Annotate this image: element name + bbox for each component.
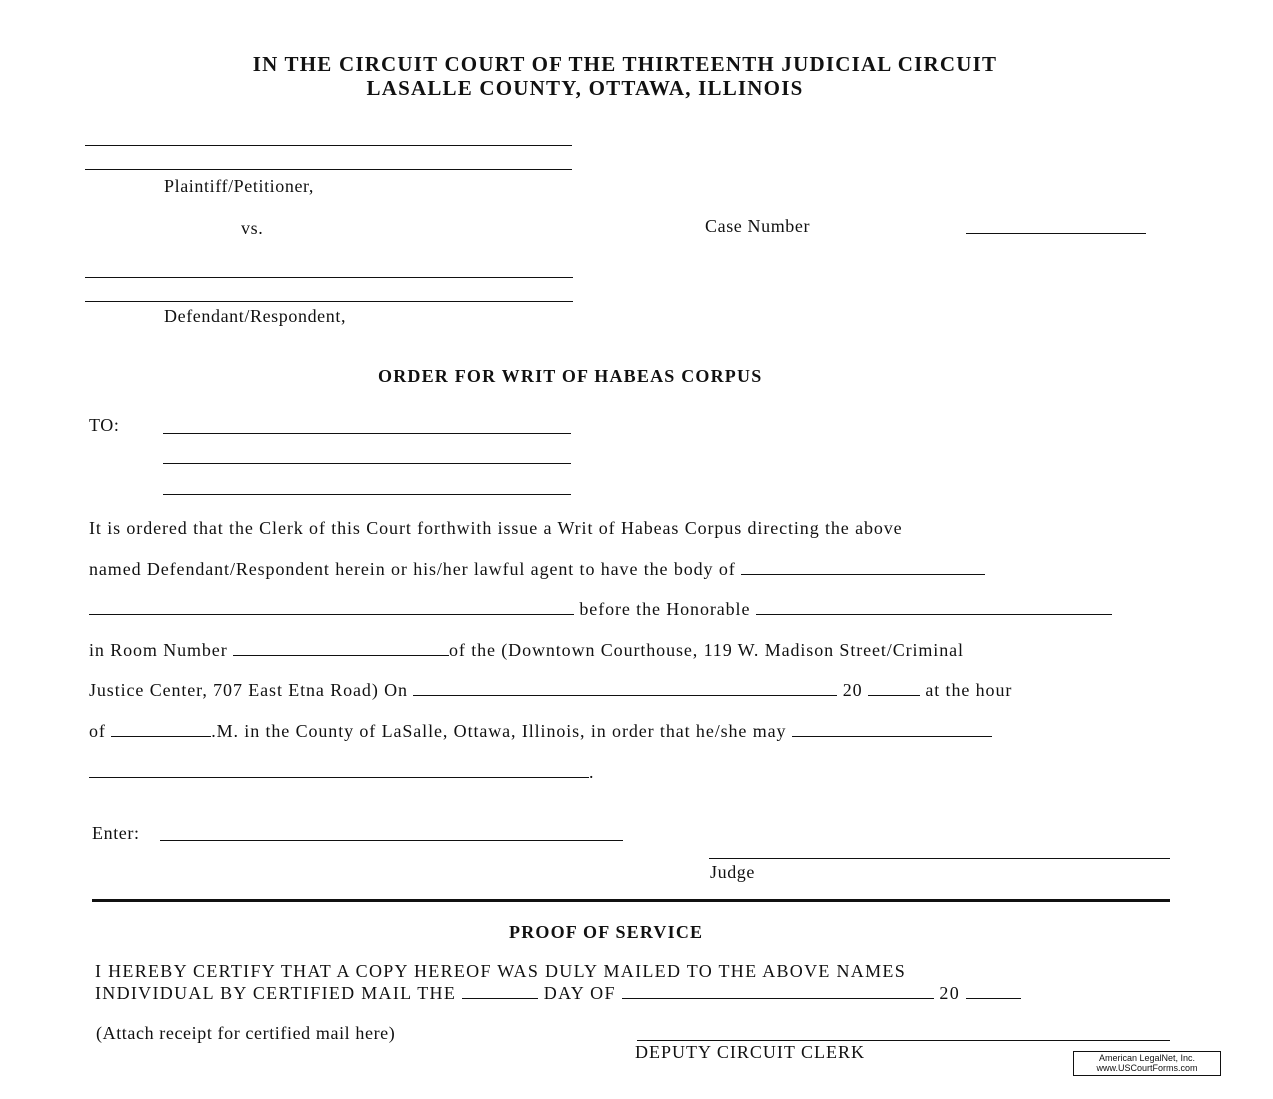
hour-field[interactable]: [111, 721, 211, 737]
judge-label: Judge: [710, 862, 755, 882]
mail-month-field[interactable]: [622, 983, 934, 999]
purpose-field-2[interactable]: [89, 762, 589, 778]
proof-text-line-1: I HEREBY CERTIFY THAT A COPY HEREOF WAS DULY MAILED TO THE ABOVE NAMES: [95, 961, 906, 981]
court-title-line1: IN THE CIRCUIT COURT OF THE THIRTEENTH JUDICIAL CIRCUIT: [252, 52, 998, 76]
mail-day-field[interactable]: [462, 983, 538, 999]
to-line-2[interactable]: [163, 463, 571, 464]
honorable-judge-field[interactable]: [756, 599, 1112, 615]
county-text: .M. in the County of LaSalle, Ottawa, Illinois, in order that he/she may: [211, 721, 787, 741]
clerk-signature-line[interactable]: [637, 1040, 1170, 1041]
order-text-line-4: [89, 640, 964, 661]
mail-year-field[interactable]: [966, 983, 1021, 999]
court-year-field[interactable]: [868, 680, 920, 696]
case-number-field[interactable]: [966, 233, 1146, 234]
day-of-label: DAY OF: [543, 983, 616, 1003]
vs-label: vs.: [241, 218, 264, 238]
person-name-field[interactable]: [89, 599, 574, 615]
line7-period: .: [589, 762, 595, 782]
order-text-line-2-text: named Defendant/Respondent herein or his/her lawful agent to have the body of: [89, 559, 736, 579]
to-line-1[interactable]: [163, 433, 571, 434]
room-number-label: in Room Number: [89, 640, 228, 660]
plaintiff-line-1[interactable]: [85, 145, 572, 146]
enter-label: Enter:: [92, 823, 140, 843]
judge-signature-line[interactable]: [709, 858, 1170, 859]
defendant-line-1[interactable]: [85, 277, 573, 278]
publisher-name: American LegalNet, Inc.: [1098, 1053, 1196, 1063]
enter-date-field[interactable]: [160, 840, 623, 841]
of-label: of: [89, 721, 106, 741]
body-of-field[interactable]: [741, 559, 985, 575]
attach-note: (Attach receipt for certified mail here): [96, 1023, 396, 1043]
plaintiff-label: Plaintiff/Petitioner,: [164, 176, 315, 196]
order-text-line-3: [89, 599, 1112, 620]
courthouse-text: of the (Downtown Courthouse, 119 W. Madison Street/Criminal: [449, 640, 964, 660]
proof-title: PROOF OF SERVICE: [509, 922, 704, 942]
publisher-stamp: [1073, 1051, 1221, 1076]
order-text-line-5: [89, 680, 1012, 701]
court-title-line2: LASALLE COUNTY, OTTAWA, ILLINOIS: [366, 76, 804, 100]
to-label: TO:: [89, 415, 120, 435]
proof-text-line-2: [95, 983, 1021, 1004]
order-text-line-7: [89, 762, 594, 783]
room-number-field[interactable]: [233, 640, 449, 656]
mail-year-prefix: 20: [939, 983, 961, 1003]
purpose-field-1[interactable]: [792, 721, 992, 737]
order-text-line-3-text: before the Honorable: [579, 599, 751, 619]
court-year-prefix: 20: [842, 680, 863, 700]
defendant-line-2[interactable]: [85, 301, 573, 302]
section-divider: [92, 899, 1170, 902]
case-number-label: Case Number: [705, 216, 811, 236]
plaintiff-line-2[interactable]: [85, 169, 572, 170]
hour-label: at the hour: [925, 680, 1013, 700]
order-text-line-2: [89, 559, 985, 580]
court-date-label: Justice Center, 707 East Etna Road) On: [89, 680, 408, 700]
order-text-line-6: [89, 721, 992, 742]
order-title: ORDER FOR WRIT OF HABEAS CORPUS: [378, 366, 763, 386]
court-date-field[interactable]: [413, 680, 837, 696]
clerk-label: DEPUTY CIRCUIT CLERK: [635, 1042, 866, 1062]
to-line-3[interactable]: [163, 494, 571, 495]
defendant-label: Defendant/Respondent,: [164, 306, 347, 326]
order-text-line-1: It is ordered that the Clerk of this Court forthwith issue a Writ of Habeas Corpus directing the above: [89, 518, 903, 538]
certified-mail-label: INDIVIDUAL BY CERTIFIED MAIL THE: [95, 983, 457, 1003]
publisher-website: www.USCourtForms.com: [1096, 1063, 1198, 1073]
